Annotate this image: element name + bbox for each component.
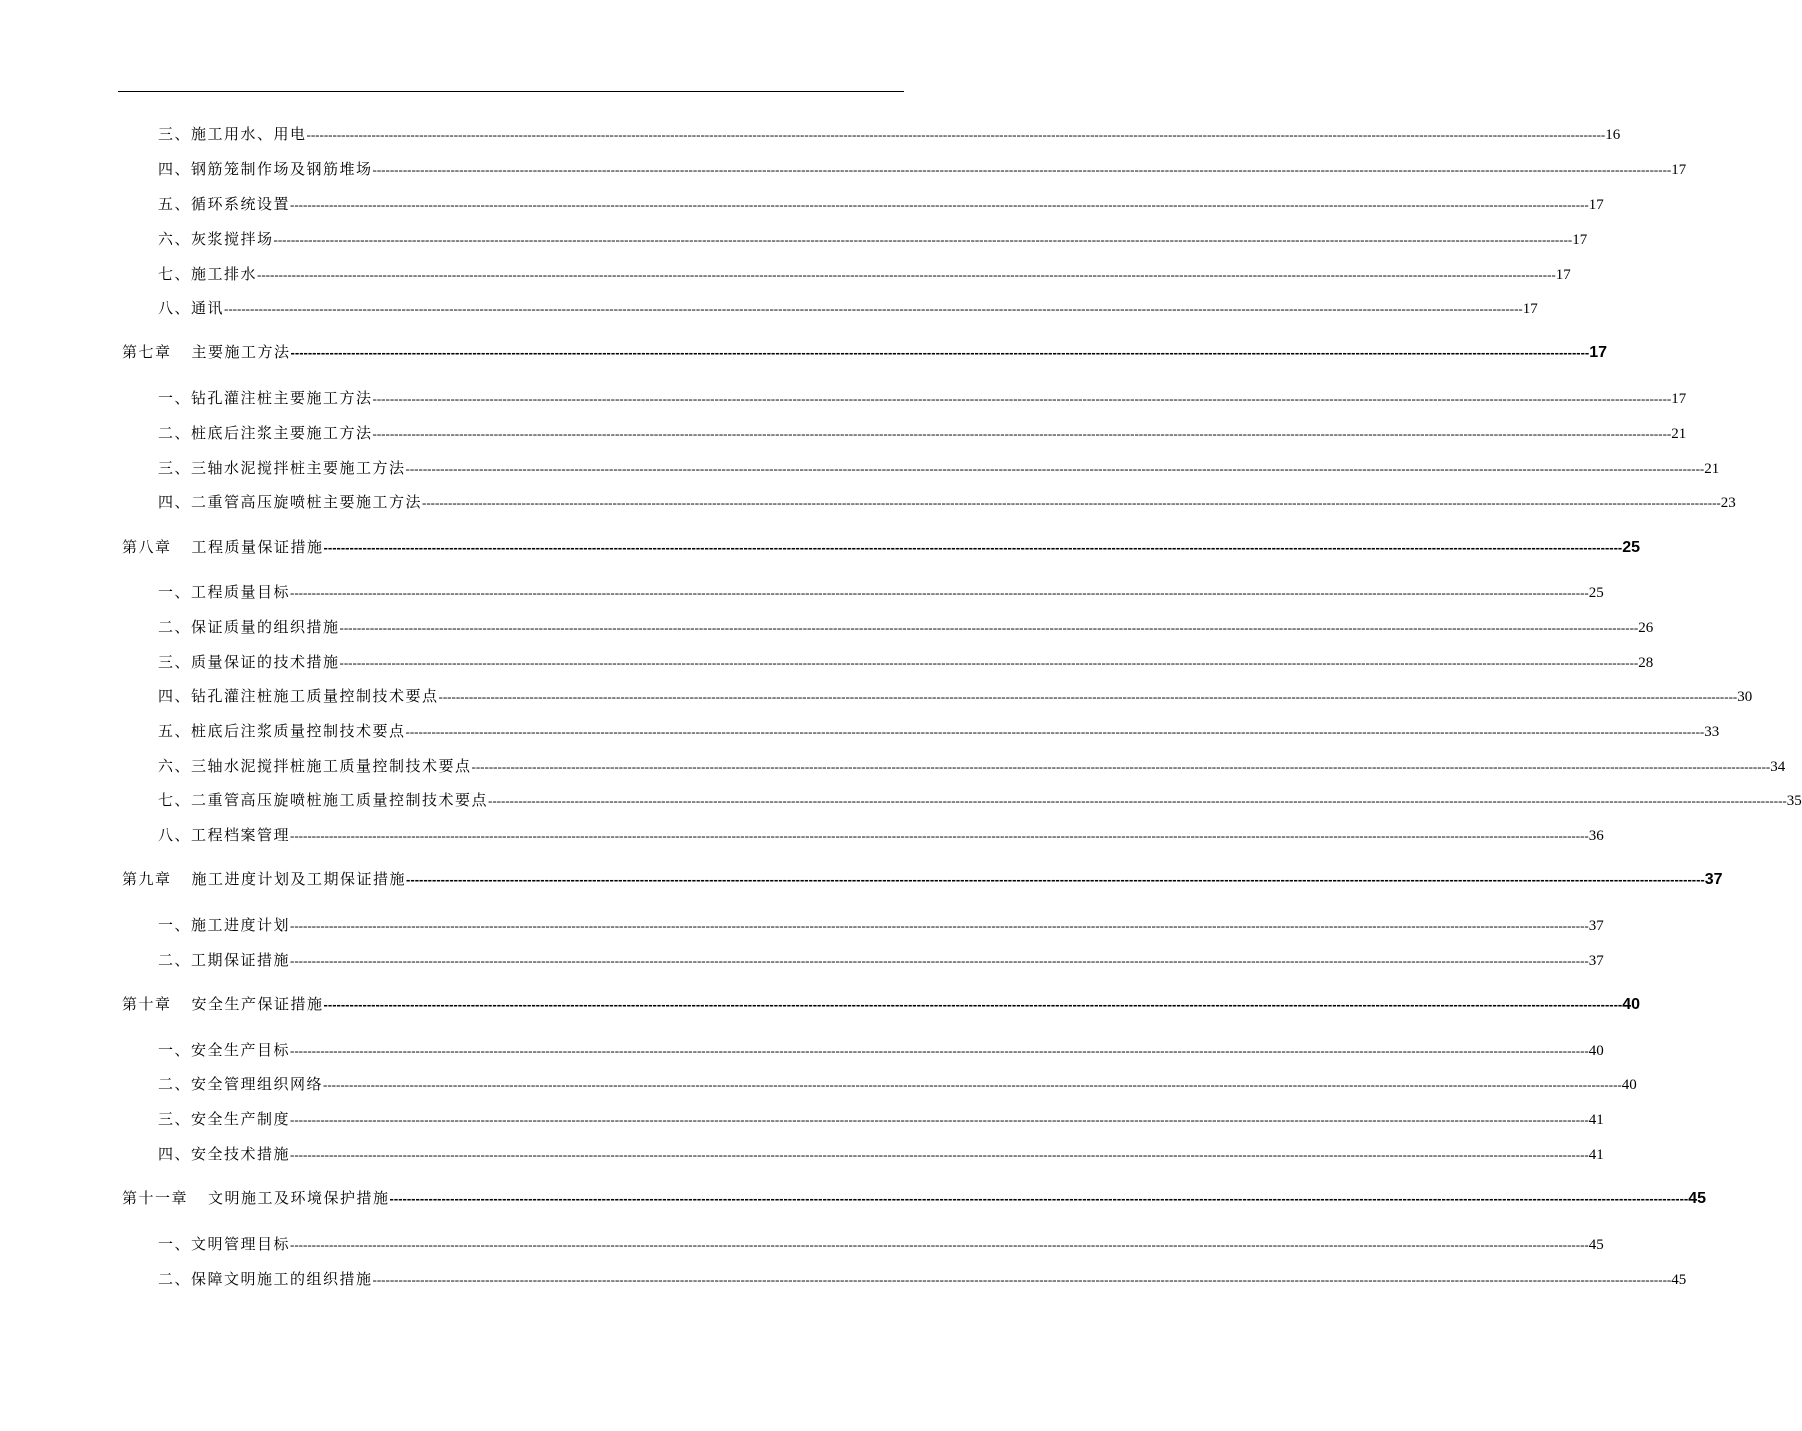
toc-section-title: 六、灰浆搅拌场: [158, 230, 274, 248]
toc-section-title: 七、施工排水: [158, 265, 258, 283]
toc-section-title: 三、三轴水泥搅拌桩主要施工方法: [158, 459, 406, 477]
toc-chapter-title: 主要施工方法: [191, 343, 291, 361]
toc-page-number: 37: [1704, 871, 1723, 888]
toc-section-title: 二、保证质量的组织措施: [158, 618, 340, 636]
toc-page-number: 17: [1555, 267, 1571, 283]
header-rule: [118, 91, 904, 92]
toc-dot-leader: ------------------------------------------------------------------------------------------------------------------------------------------------------------------------------------------------------------------------------------------------------------------------------------------------------------: [290, 1112, 1589, 1127]
toc-section-title: 二、保障文明施工的组织措施: [158, 1270, 373, 1288]
toc-section-entry[interactable]: [158, 685, 1753, 706]
toc-page-number: 40: [1588, 1043, 1604, 1059]
toc-section-entry[interactable]: [158, 1268, 1687, 1289]
toc-dot-leader: ------------------------------------------------------------------------------------------------------------------------------------------------------------------------------------------------------------------------------------------------------------------------------------------------------------: [323, 997, 1623, 1012]
toc-chapter-entry[interactable]: [122, 536, 1641, 557]
toc-section-entry[interactable]: [158, 422, 1687, 443]
toc-chapter-title: 工程质量保证措施: [191, 538, 324, 556]
toc-dot-leader: ------------------------------------------------------------------------------------------------------------------------------------------------------------------------------------------------------------------------------------------------------------------------------------------------------------: [339, 620, 1639, 635]
toc-section-title: 五、桩底后注浆质量控制技术要点: [158, 722, 406, 740]
toc-section-title: 八、工程档案管理: [158, 826, 291, 844]
toc-page-number: 17: [1671, 162, 1687, 178]
toc-dot-leader: ------------------------------------------------------------------------------------------------------------------------------------------------------------------------------------------------------------------------------------------------------------------------------------------------------------: [290, 918, 1589, 933]
toc-section-entry[interactable]: [158, 720, 1720, 741]
toc-section-entry[interactable]: [158, 387, 1687, 408]
toc-dot-leader: ------------------------------------------------------------------------------------------------------------------------------------------------------------------------------------------------------------------------------------------------------------------------------------------------------------: [339, 655, 1639, 670]
toc-dot-leader: ------------------------------------------------------------------------------------------------------------------------------------------------------------------------------------------------------------------------------------------------------------------------------------------------------------: [290, 953, 1589, 968]
toc-chapter-entry[interactable]: [122, 993, 1641, 1014]
toc-section-title: 二、安全管理组织网络: [158, 1075, 324, 1093]
toc-dot-leader: ------------------------------------------------------------------------------------------------------------------------------------------------------------------------------------------------------------------------------------------------------------------------------------------------------------: [488, 793, 1787, 808]
toc-chapter-heading: [122, 868, 406, 889]
toc-chapter-number: 第七章: [122, 343, 172, 361]
toc-dot-leader: ------------------------------------------------------------------------------------------------------------------------------------------------------------------------------------------------------------------------------------------------------------------------------------------------------------: [389, 1191, 1689, 1206]
toc-section-entry[interactable]: [158, 824, 1604, 845]
toc-chapter-entry[interactable]: [122, 1187, 1707, 1208]
toc-chapter-number: 第九章: [122, 870, 172, 888]
toc-section-entry[interactable]: [158, 457, 1720, 478]
toc-section-title: 六、三轴水泥搅拌桩施工质量控制技术要点: [158, 757, 472, 775]
toc-section-entry[interactable]: [158, 1143, 1604, 1164]
toc-dot-leader: ------------------------------------------------------------------------------------------------------------------------------------------------------------------------------------------------------------------------------------------------------------------------------------------------------------: [372, 391, 1672, 406]
toc-section-title: 一、工程质量目标: [158, 583, 291, 601]
toc-dot-leader: ------------------------------------------------------------------------------------------------------------------------------------------------------------------------------------------------------------------------------------------------------------------------------------------------------------: [290, 585, 1589, 600]
toc-section-title: 三、质量保证的技术措施: [158, 653, 340, 671]
toc-section-title: 三、施工用水、用电: [158, 125, 307, 143]
toc-dot-leader: ------------------------------------------------------------------------------------------------------------------------------------------------------------------------------------------------------------------------------------------------------------------------------------------------------------: [323, 540, 1623, 555]
toc-chapter-number: 第八章: [122, 538, 172, 556]
toc-section-entry[interactable]: [158, 651, 1654, 672]
toc-page-number: 17: [1522, 301, 1538, 317]
toc-dot-leader: ------------------------------------------------------------------------------------------------------------------------------------------------------------------------------------------------------------------------------------------------------------------------------------------------------------: [290, 1147, 1589, 1162]
toc-chapter-title: 施工进度计划及工期保证措施: [191, 870, 407, 888]
toc-section-title: 一、文明管理目标: [158, 1235, 291, 1253]
toc-page-number: 17: [1588, 197, 1604, 213]
toc-chapter-title: 安全生产保证措施: [191, 995, 324, 1013]
toc-chapter-heading: [122, 341, 291, 362]
toc-chapter-entry[interactable]: [122, 341, 1608, 362]
toc-dot-leader: ------------------------------------------------------------------------------------------------------------------------------------------------------------------------------------------------------------------------------------------------------------------------------------------------------------: [290, 197, 1589, 212]
toc-section-entry[interactable]: [158, 1233, 1604, 1254]
toc-dot-leader: ------------------------------------------------------------------------------------------------------------------------------------------------------------------------------------------------------------------------------------------------------------------------------------------------------------: [422, 495, 1721, 510]
toc-section-entry[interactable]: [158, 1108, 1604, 1129]
toc-dot-leader: ------------------------------------------------------------------------------------------------------------------------------------------------------------------------------------------------------------------------------------------------------------------------------------------------------------: [257, 267, 1556, 282]
toc-page-number: 37: [1588, 953, 1604, 969]
toc-page-number: 16: [1605, 127, 1621, 143]
toc-page-number: 17: [1671, 391, 1687, 407]
toc-page-number: 40: [1621, 1077, 1637, 1093]
toc-chapter-heading: [122, 993, 324, 1014]
toc-page-number: 45: [1671, 1272, 1687, 1288]
toc-page-number: 34: [1770, 759, 1786, 775]
toc-section-entry[interactable]: [158, 263, 1571, 284]
toc-section-entry[interactable]: [158, 581, 1604, 602]
toc-section-title: 四、钻孔灌注桩施工质量控制技术要点: [158, 687, 439, 705]
toc-dot-leader: ------------------------------------------------------------------------------------------------------------------------------------------------------------------------------------------------------------------------------------------------------------------------------------------------------------: [306, 127, 1606, 142]
toc-dot-leader: ------------------------------------------------------------------------------------------------------------------------------------------------------------------------------------------------------------------------------------------------------------------------------------------------------------: [290, 1237, 1589, 1252]
toc-page-number: 25: [1622, 539, 1641, 556]
toc-page-number: 21: [1671, 426, 1687, 442]
toc-section-title: 二、桩底后注浆主要施工方法: [158, 424, 373, 442]
toc-section-entry[interactable]: [158, 158, 1687, 179]
toc-page-number: 21: [1704, 461, 1720, 477]
toc-page-number: 17: [1589, 344, 1608, 361]
toc-dot-leader: ------------------------------------------------------------------------------------------------------------------------------------------------------------------------------------------------------------------------------------------------------------------------------------------------------------: [372, 426, 1672, 441]
toc-page-number: 33: [1704, 724, 1720, 740]
toc-dot-leader: ------------------------------------------------------------------------------------------------------------------------------------------------------------------------------------------------------------------------------------------------------------------------------------------------------------: [405, 461, 1705, 476]
toc-dot-leader: ------------------------------------------------------------------------------------------------------------------------------------------------------------------------------------------------------------------------------------------------------------------------------------------------------------: [372, 1272, 1672, 1287]
toc-dot-leader: ------------------------------------------------------------------------------------------------------------------------------------------------------------------------------------------------------------------------------------------------------------------------------------------------------------: [273, 232, 1573, 247]
toc-dot-leader: ------------------------------------------------------------------------------------------------------------------------------------------------------------------------------------------------------------------------------------------------------------------------------------------------------------: [290, 828, 1589, 843]
toc-dot-leader: ------------------------------------------------------------------------------------------------------------------------------------------------------------------------------------------------------------------------------------------------------------------------------------------------------------: [290, 1043, 1589, 1058]
toc-page-number: 40: [1622, 996, 1641, 1013]
toc-dot-leader: ------------------------------------------------------------------------------------------------------------------------------------------------------------------------------------------------------------------------------------------------------------------------------------------------------------: [405, 724, 1705, 739]
toc-page-number: 25: [1588, 585, 1604, 601]
toc-chapter-entry[interactable]: [122, 868, 1723, 889]
toc-dot-leader: ------------------------------------------------------------------------------------------------------------------------------------------------------------------------------------------------------------------------------------------------------------------------------------------------------------: [406, 872, 1705, 887]
toc-page-number: 37: [1588, 918, 1604, 934]
toc-page-number: 26: [1638, 620, 1654, 636]
toc-section-title: 四、二重管高压旋喷桩主要施工方法: [158, 493, 423, 511]
toc-page-number: 28: [1638, 655, 1654, 671]
toc-page-number: 17: [1572, 232, 1588, 248]
toc-section-title: 四、钢筋笼制作场及钢筋堆场: [158, 160, 373, 178]
toc-page-number: 45: [1588, 1237, 1604, 1253]
toc-section-entry[interactable]: [158, 616, 1654, 637]
toc-section-title: 二、工期保证措施: [158, 951, 291, 969]
toc-dot-leader: ------------------------------------------------------------------------------------------------------------------------------------------------------------------------------------------------------------------------------------------------------------------------------------------------------------: [224, 301, 1523, 316]
toc-page-number: 45: [1688, 1190, 1707, 1207]
toc-page-number: 36: [1588, 828, 1604, 844]
toc-section-entry[interactable]: [158, 949, 1604, 970]
toc-page-number: 30: [1737, 689, 1753, 705]
toc-page-number: 41: [1588, 1147, 1604, 1163]
toc-section-title: 一、施工进度计划: [158, 916, 291, 934]
toc-page-number: 41: [1588, 1112, 1604, 1128]
toc-page-number: 23: [1720, 495, 1736, 511]
toc-section-entry[interactable]: [158, 1039, 1604, 1060]
toc-section-title: 一、安全生产目标: [158, 1041, 291, 1059]
toc-section-title: 三、安全生产制度: [158, 1110, 291, 1128]
toc-chapter-title: 文明施工及环境保护措施: [208, 1189, 390, 1207]
toc-chapter-heading: [122, 536, 324, 557]
toc-chapter-heading: [122, 1187, 390, 1208]
toc-section-entry[interactable]: [158, 491, 1736, 512]
toc-section-entry[interactable]: [158, 228, 1588, 249]
toc-section-title: 五、循环系统设置: [158, 195, 291, 213]
toc-section-entry[interactable]: [158, 297, 1538, 318]
toc-chapter-number: 第十一章: [122, 1189, 189, 1207]
toc-dot-leader: ------------------------------------------------------------------------------------------------------------------------------------------------------------------------------------------------------------------------------------------------------------------------------------------------------------: [471, 759, 1771, 774]
toc-section-title: 八、通讯: [158, 299, 225, 317]
toc-section-entry[interactable]: [158, 914, 1604, 935]
toc-section-entry[interactable]: [158, 123, 1621, 144]
toc-section-entry[interactable]: [158, 755, 1786, 776]
toc-section-title: 四、安全技术措施: [158, 1145, 291, 1163]
toc-dot-leader: ------------------------------------------------------------------------------------------------------------------------------------------------------------------------------------------------------------------------------------------------------------------------------------------------------------: [438, 689, 1738, 704]
toc-dot-leader: ------------------------------------------------------------------------------------------------------------------------------------------------------------------------------------------------------------------------------------------------------------------------------------------------------------: [323, 1077, 1622, 1092]
toc-section-entry[interactable]: [158, 789, 1802, 810]
toc-chapter-number: 第十章: [122, 995, 172, 1013]
toc-section-entry[interactable]: [158, 193, 1604, 214]
toc-section-entry[interactable]: [158, 1073, 1637, 1094]
toc-dot-leader: ------------------------------------------------------------------------------------------------------------------------------------------------------------------------------------------------------------------------------------------------------------------------------------------------------------: [372, 162, 1672, 177]
toc-section-title: 七、二重管高压旋喷桩施工质量控制技术要点: [158, 791, 489, 809]
toc-section-title: 一、钻孔灌注桩主要施工方法: [158, 389, 373, 407]
toc-dot-leader: ------------------------------------------------------------------------------------------------------------------------------------------------------------------------------------------------------------------------------------------------------------------------------------------------------------: [290, 345, 1590, 360]
toc-page-number: 35: [1786, 793, 1802, 809]
